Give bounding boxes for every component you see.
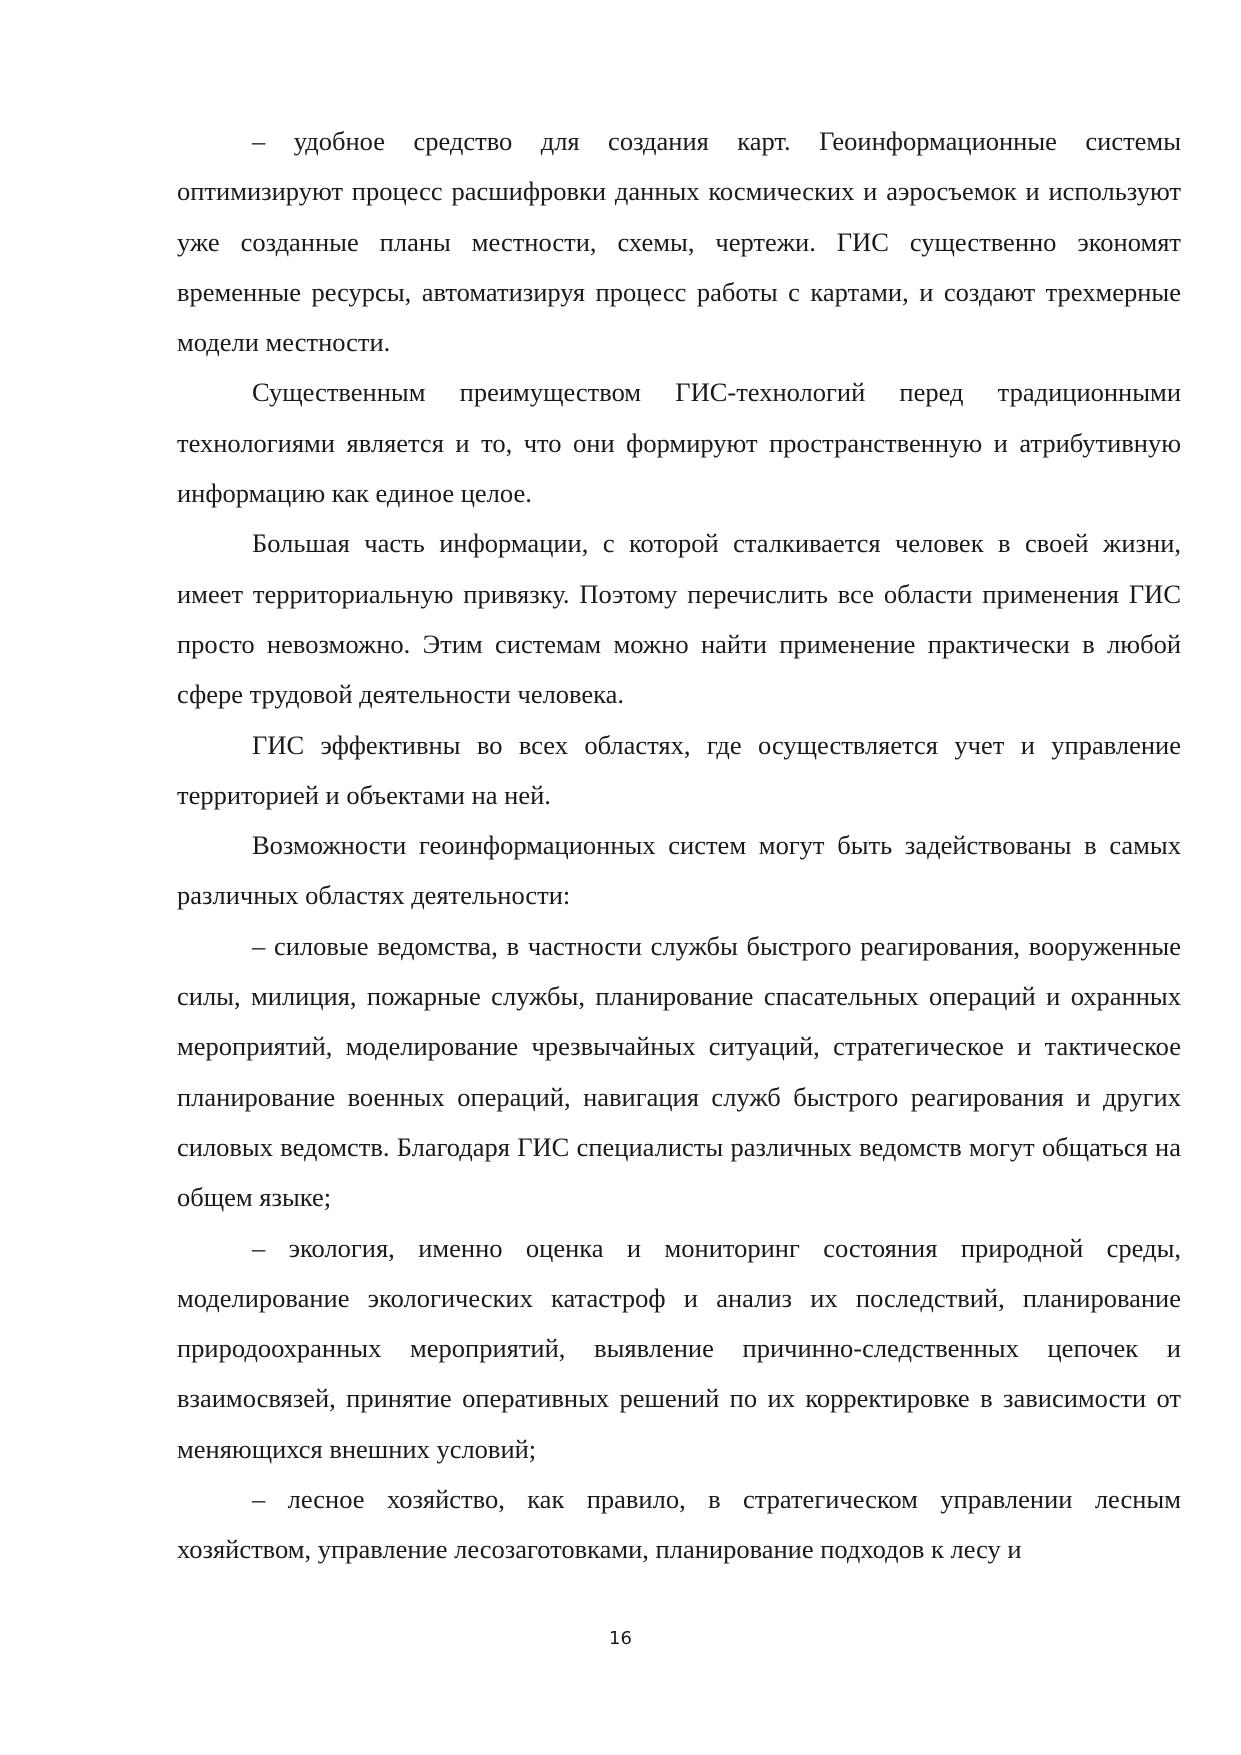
paragraph-territorial-binding: Большая часть информации, с которой сталкивается человек в своей жизни, имеет территориальную привязку. Поэтому перечислить все области применения ГИС просто невозможно. Этим системам можно найти применение практически в любой сфере трудовой деятельности человека. [177, 528, 1181, 710]
paragraph-maps-tool: – удобное средство для создания карт. Геоинформационные системы оптимизируют процесс расшифровки данных космических и аэросъемок и используют уже созданные планы местности, схемы, чертежи. ГИС существенно экономят временные ресурсы, автоматизируя процесс работы с картами, и создают трехмерные модели местности. [177, 126, 1181, 358]
list-item-security-agencies: – силовые ведомства, в частности службы быстрого реагирования, вооруженные силы, милиция, пожарные службы, планирование спасательных операций и охранных мероприятий, моделирование чрезвычайных ситуаций, стратегическое и тактическое планирование военных операций, навигация служб быстрого реагирования и других силовых ведомств. Благодаря ГИС специалисты различных ведомств могут общаться на общем языке; [177, 930, 1181, 1213]
page-number: 16 [609, 1628, 632, 1649]
list-item-ecology: – экология, именно оценка и мониторинг состояния природной среды, моделирование экологических катастроф и анализ их последствий, планирование природоохранных мероприятий, выявление причинно-следственных цепочек и взаимосвязей, принятие оперативных решений по их корректировке в зависимости от меняющихся внешних условий; [177, 1232, 1181, 1464]
paragraph-gis-advantage: Существенным преимуществом ГИС-технологий перед традиционными технологиями является и то, что они формируют пространственную и атрибутивную информацию как единое целое. [177, 377, 1181, 509]
paragraph-gis-capabilities: Возможности геоинформационных систем могут быть задействованы в самых различных областях деятельности: [177, 830, 1181, 911]
document-body [177, 116, 1181, 1575]
paragraph-gis-effective: ГИС эффективны во всех областях, где осуществляется учет и управление территорией и объектами на ней. [177, 729, 1181, 810]
list-item-forestry: – лесное хозяйство, как правило, в стратегическом управлении лесным хозяйством, управление лесозаготовками, планирование подходов к лесу и [177, 1484, 1181, 1565]
